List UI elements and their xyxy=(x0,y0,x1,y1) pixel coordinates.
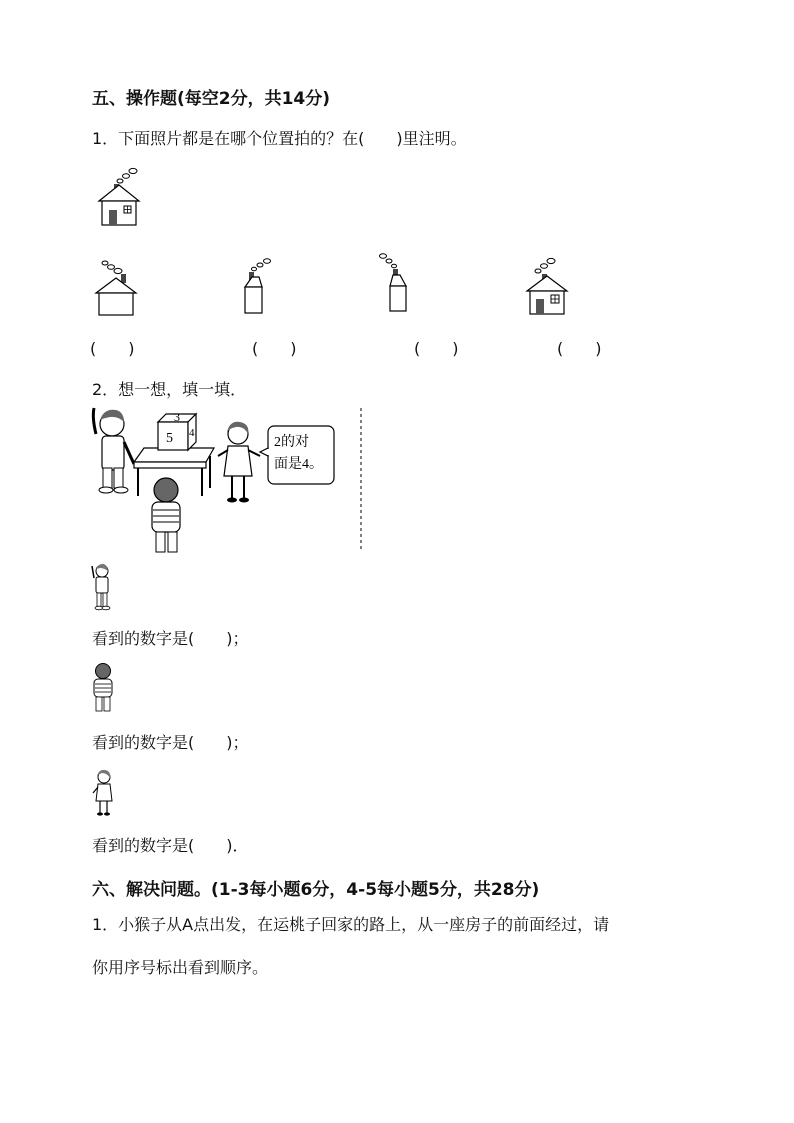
speech-line-2: 面是4。 xyxy=(274,457,323,472)
answer-line-3[interactable]: 看到的数字是( )． xyxy=(92,836,249,855)
reference-house-icon xyxy=(98,165,144,227)
dashed-divider xyxy=(360,408,362,552)
girl-figure xyxy=(218,422,260,503)
girl-icon xyxy=(90,768,116,818)
speech-bubble xyxy=(260,426,334,484)
answer-line-1[interactable]: 看到的数字是( )； xyxy=(92,629,249,648)
answer-blank-3[interactable]: ( ) xyxy=(414,339,459,358)
cube xyxy=(158,410,196,450)
answer-line-2[interactable]: 看到的数字是( )； xyxy=(92,733,249,752)
photo-house-front-icon xyxy=(526,255,572,317)
boy-waving-figure xyxy=(93,408,134,493)
answer-blank-1[interactable]: ( ) xyxy=(90,339,135,358)
question2-text: 2．想一想，填一填． xyxy=(92,380,247,399)
scene-illustration xyxy=(90,404,350,556)
boy-back-icon xyxy=(90,662,116,714)
section6-q1-line1: 1．小猴子从A点出发，在运桃子回家的路上，从一座房子的前面经过，请 xyxy=(92,915,610,934)
question1-text: 1．下面照片都是在哪个位置拍的？在( )里注明。 xyxy=(92,129,467,148)
boy-back-figure xyxy=(152,478,180,552)
answer-blank-2[interactable]: ( ) xyxy=(252,339,297,358)
section5-title: 五、操作题(每空2分，共14分) xyxy=(92,89,331,109)
section6-q1-line2: 你用序号标出看到顺序。 xyxy=(92,958,269,977)
cube-side-number: 4 xyxy=(189,427,195,439)
cube-front-number: 5 xyxy=(166,431,173,446)
photo-house-other-side-icon xyxy=(376,250,410,316)
cube-top-number: 3 xyxy=(174,410,180,424)
speech-line-1: 2的对 xyxy=(274,435,309,450)
section6-title: 六、解决问题。(1-3每小题6分，4-5每小题5分，共28分) xyxy=(92,880,540,900)
answer-blank-4[interactable]: ( ) xyxy=(557,339,602,358)
boy-waving-icon xyxy=(90,562,114,612)
photo-house-back-icon xyxy=(95,255,141,319)
photo-house-side-icon xyxy=(240,255,274,317)
